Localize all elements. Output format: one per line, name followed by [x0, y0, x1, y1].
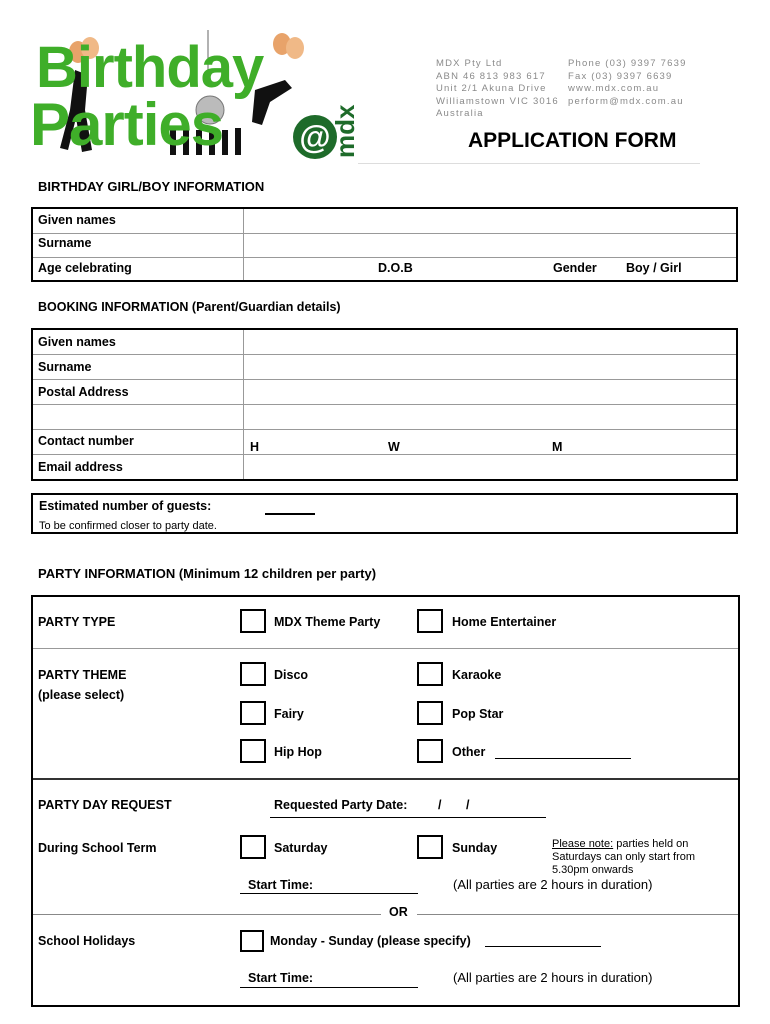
booking-given-names-label: Given names [38, 335, 116, 349]
sunday-label: Sunday [452, 841, 498, 855]
booking-postal-field-1[interactable] [244, 381, 736, 403]
note-line1: parties held on [613, 838, 689, 850]
checkbox-karaoke[interactable] [417, 662, 443, 686]
pop-star-label: Pop Star [452, 707, 504, 721]
checkbox-pop-star[interactable] [417, 701, 443, 725]
contact-h-field[interactable] [262, 432, 382, 454]
party-theme-sublabel: (please select) [38, 688, 125, 702]
child-gender-label: Gender [553, 261, 597, 275]
company-line: Williamstown VIC 3016 [436, 95, 559, 107]
start-time-2-input-line[interactable] [240, 987, 418, 988]
hip-hop-label: Hip Hop [274, 745, 322, 759]
child-surname-field[interactable] [244, 233, 736, 255]
checkbox-disco[interactable] [240, 662, 266, 686]
booking-surname-field[interactable] [244, 356, 736, 378]
checkbox-mon-sun[interactable] [240, 930, 264, 952]
logo-line2: Parties [30, 91, 224, 158]
duration-note-2: (All parties are 2 hours in duration) [453, 970, 653, 985]
booking-surname-label: Surname [38, 360, 92, 374]
mon-sun-input-line[interactable] [485, 946, 601, 947]
checkbox-home-entertainer[interactable] [417, 609, 443, 633]
checkbox-mdx-theme[interactable] [240, 609, 266, 633]
child-dob-label: D.O.B [378, 261, 413, 275]
mon-sun-label: Monday - Sunday (please specify) [270, 934, 471, 948]
row-divider [33, 429, 736, 430]
other-input-line[interactable] [495, 758, 631, 759]
checkbox-sunday[interactable] [417, 835, 443, 859]
company-line: Australia [436, 108, 484, 119]
checkbox-fairy[interactable] [240, 701, 266, 725]
child-info-heading: BIRTHDAY GIRL/BOY INFORMATION [38, 179, 265, 194]
row-divider-or-right [417, 914, 738, 915]
contact-line: Fax (03) 9397 6639 [568, 70, 673, 82]
home-entertainer-label: Home Entertainer [452, 615, 557, 629]
saturday-label: Saturday [274, 841, 328, 855]
guests-note: To be confirmed closer to party date. [39, 520, 217, 532]
contact-line: perform@mdx.com.au [568, 95, 684, 107]
guests-input-line[interactable] [265, 513, 315, 515]
child-given-names-label: Given names [38, 213, 116, 227]
saturday-note [552, 838, 695, 877]
contact-w-label: W [388, 440, 400, 454]
date-slash-1: / [438, 798, 442, 812]
booking-postal-label: Postal Address [38, 385, 129, 399]
logo-at-text: @ [299, 119, 331, 155]
note-line3: 5.30pm onwards [552, 864, 634, 876]
row-divider [33, 354, 736, 355]
party-info-heading: PARTY INFORMATION (Minimum 12 children per party) [38, 566, 377, 581]
booking-email-field[interactable] [244, 456, 736, 478]
row-divider-or-left [33, 914, 381, 915]
form-title: APPLICATION FORM [468, 129, 677, 152]
contact-line: Phone (03) 9397 7639 [568, 58, 687, 69]
contact-h-label: H [250, 440, 260, 454]
booking-postal-field-2[interactable] [244, 406, 736, 428]
booking-contact-label: Contact number [38, 434, 134, 448]
term-label: During School Term [38, 841, 157, 855]
child-surname-label: Surname [38, 236, 92, 250]
logo-line1: Birthday [36, 35, 264, 100]
company-contact [568, 58, 687, 108]
date-slash-2: / [466, 798, 470, 812]
or-divider-label: OR [389, 905, 408, 919]
child-age-label: Age celebrating [38, 261, 132, 275]
checkbox-hip-hop[interactable] [240, 739, 266, 763]
requested-date-label: Requested Party Date: [274, 798, 408, 812]
row-divider [33, 379, 736, 380]
note-line2: Saturdays can only start from [552, 851, 696, 863]
contact-m-label: M [552, 440, 563, 454]
company-line: ABN 46 813 983 617 [436, 70, 546, 82]
logo-mdx: mdx [330, 104, 360, 158]
party-theme-label: PARTY THEME [38, 668, 127, 682]
party-type-label: PARTY TYPE [38, 615, 116, 629]
karaoke-label: Karaoke [452, 668, 502, 682]
child-given-names-field[interactable] [244, 210, 736, 232]
note-prefix: Please note: [552, 838, 614, 850]
row-divider [33, 257, 736, 258]
checkbox-other[interactable] [417, 739, 443, 763]
row-divider [33, 648, 738, 649]
guests-label: Estimated number of guests: [39, 499, 212, 513]
start-time-input-line[interactable] [240, 893, 418, 894]
booking-info-heading: BOOKING INFORMATION (Parent/Guardian details) [38, 300, 341, 314]
title-rule [358, 163, 700, 164]
start-time-2-label: Start Time: [248, 971, 314, 985]
company-line: MDX Pty Ltd [436, 58, 503, 69]
duration-note: (All parties are 2 hours in duration) [453, 877, 653, 892]
mdx-theme-label: MDX Theme Party [274, 615, 381, 629]
child-gender-options[interactable]: Boy / Girl [626, 261, 682, 275]
child-age-field[interactable] [244, 257, 364, 279]
booking-given-names-field[interactable] [244, 331, 736, 353]
disco-label: Disco [274, 668, 309, 682]
booking-email-label: Email address [38, 460, 123, 474]
child-dob-field[interactable] [420, 257, 545, 279]
fairy-label: Fairy [274, 707, 304, 721]
logo [30, 30, 360, 165]
start-time-label: Start Time: [248, 878, 314, 892]
company-line: Unit 2/1 Akuna Drive [436, 83, 547, 94]
row-divider [33, 778, 738, 780]
checkbox-saturday[interactable] [240, 835, 266, 859]
row-divider [33, 454, 736, 455]
requested-date-input-line[interactable] [270, 817, 546, 818]
party-day-label: PARTY DAY REQUEST [38, 798, 172, 812]
contact-line: www.mdx.com.au [568, 83, 660, 94]
contact-m-field[interactable] [566, 432, 734, 454]
company-address [436, 58, 559, 121]
row-divider [33, 404, 736, 405]
other-label: Other [452, 745, 486, 759]
holidays-label: School Holidays [38, 934, 136, 948]
contact-w-field[interactable] [404, 432, 544, 454]
